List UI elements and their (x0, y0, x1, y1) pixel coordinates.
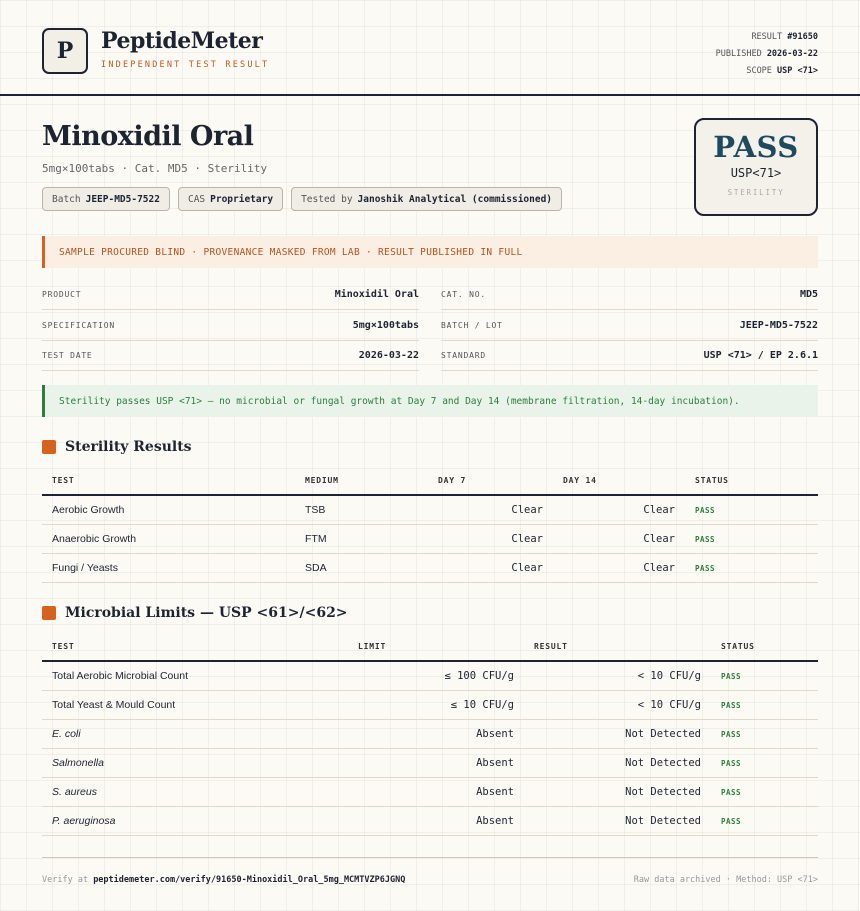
col-test: TEST (42, 467, 295, 495)
published-date: PUBLISHED 2026-03-22 (715, 49, 818, 59)
status-badge: PASS (721, 700, 742, 710)
sterility-section-header (42, 439, 192, 455)
section-marker-icon (42, 440, 56, 454)
col-status: STATUS (711, 633, 818, 661)
microbial-section-header (42, 605, 348, 621)
table-row: P. aeruginosa Absent Not Detected PASS (42, 806, 818, 835)
section-marker-icon (42, 606, 56, 620)
report-meta (716, 29, 818, 80)
verdict-scope: STERILITY (727, 188, 785, 197)
table-row: S. aureus Absent Not Detected PASS (42, 777, 818, 806)
col-day7: DAY 7 (428, 467, 553, 495)
result-number: RESULT #91650 (751, 32, 818, 42)
verify-link[interactable]: peptidemeter.com/verify/91650-Minoxidil_Oral_5mg_MCMTVZP6JGNQ (93, 875, 406, 885)
col-status: STATUS (685, 467, 818, 495)
info-product: PRODUCT Minoxidil Oral (42, 280, 419, 310)
col-test: TEST (42, 633, 348, 661)
col-medium: MEDIUM (295, 467, 428, 495)
status-badge: PASS (721, 729, 742, 739)
table-row: Fungi / Yeasts SDA Clear Clear PASS (42, 553, 818, 582)
info-test-date: TEST DATE 2026-03-22 (42, 341, 419, 371)
microbial-section-title: Microbial Limits — USP <61>/<62> (65, 605, 348, 621)
result-summary: Sterility passes USP <71> — no microbial or fungal growth at Day 7 and Day 14 (membrane filtration, 14-day incubation). (42, 385, 818, 417)
report-footer (42, 857, 818, 885)
report-header (0, 0, 860, 96)
brand-logo: P (42, 28, 88, 74)
verify-line: Verify at peptidemeter.com/verify/91650-Minoxidil_Oral_5mg_MCMTVZP6JGNQ (42, 875, 406, 885)
info-specification: SPECIFICATION 5mg×100tabs (42, 311, 419, 341)
product-title: Minoxidil Oral (42, 121, 254, 152)
info-standard: STANDARD USP <71> / EP 2.6.1 (441, 341, 818, 371)
table-row: Salmonella Absent Not Detected PASS (42, 748, 818, 777)
table-row: Anaerobic Growth FTM Clear Clear PASS (42, 524, 818, 553)
archive-note: Raw data archived · Method: USP <71> (633, 875, 818, 885)
table-row: Total Aerobic Microbial Count ≤ 100 CFU/g < 10 CFU/g PASS (42, 661, 818, 690)
brand-tagline: INDEPENDENT TEST RESULT (101, 60, 270, 70)
table-row: E. coli Absent Not Detected PASS (42, 719, 818, 748)
info-cat-no: CAT. NO. MD5 (441, 280, 818, 310)
scope: SCOPE USP <71> (746, 66, 818, 76)
cas-chip: CAS Proprietary (178, 187, 283, 211)
verdict-standard: USP<71> (730, 166, 782, 180)
col-result: RESULT (524, 633, 711, 661)
col-limit: LIMIT (348, 633, 524, 661)
status-badge: PASS (695, 505, 716, 515)
brand-name: PeptideMeter (101, 28, 263, 54)
status-badge: PASS (721, 816, 742, 826)
batch-chip: Batch JEEP-MD5-7522 (42, 187, 170, 211)
table-row: Aerobic Growth TSB Clear Clear PASS (42, 495, 818, 524)
col-day14: DAY 14 (553, 467, 685, 495)
status-badge: PASS (695, 563, 716, 573)
product-chips (42, 187, 562, 211)
info-batch: BATCH / LOT JEEP-MD5-7522 (441, 311, 818, 341)
procurement-notice: SAMPLE PROCURED BLIND · PROVENANCE MASKED FROM LAB · RESULT PUBLISHED IN FULL (42, 236, 818, 268)
table-row: Total Yeast & Mould Count ≤ 10 CFU/g < 10 CFU/g PASS (42, 690, 818, 719)
sterility-section-title: Sterility Results (65, 439, 192, 455)
sterility-table (42, 467, 818, 583)
status-badge: PASS (721, 671, 742, 681)
tested-by-chip: Tested by Janoshik Analytical (commissioned) (291, 187, 562, 211)
verdict-result: PASS (713, 130, 799, 164)
verdict-badge (694, 118, 818, 216)
product-subtitle: 5mg×100tabs · Cat. MD5 · Sterility (42, 162, 268, 175)
status-badge: PASS (721, 787, 742, 797)
status-badge: PASS (695, 534, 716, 544)
microbial-table (42, 633, 818, 836)
status-badge: PASS (721, 758, 742, 768)
